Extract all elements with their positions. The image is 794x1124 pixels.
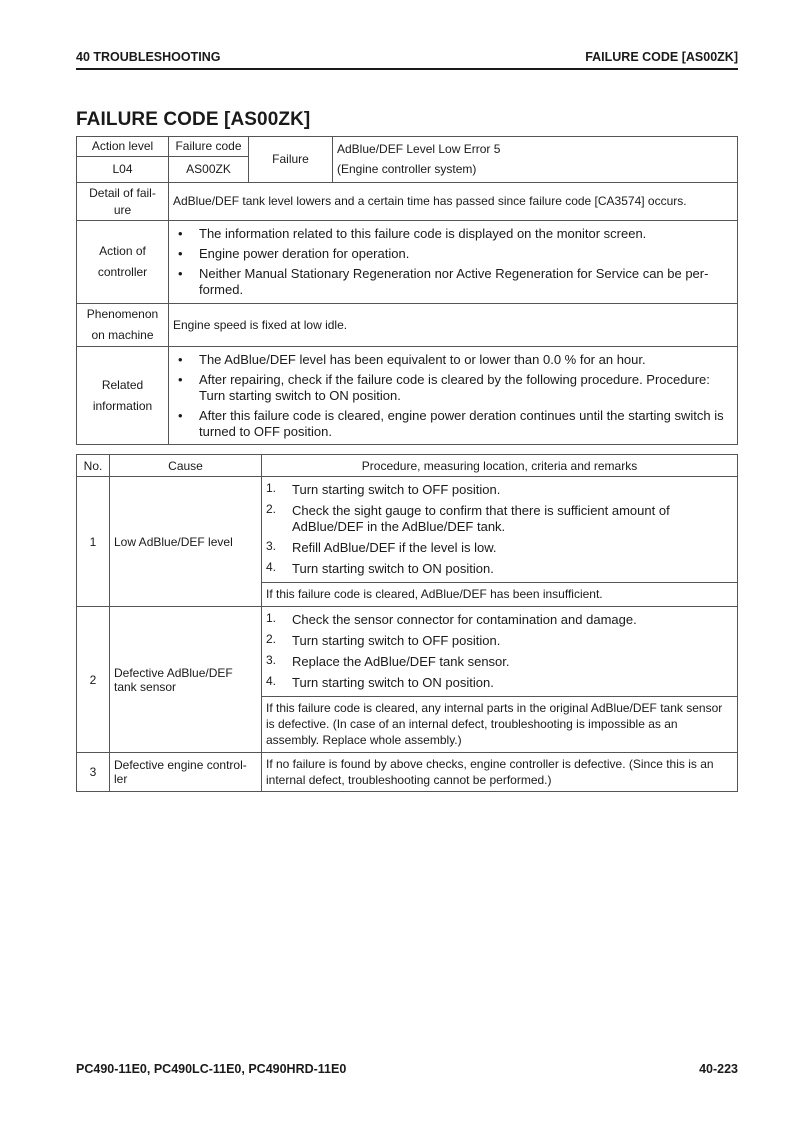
- row-cause: Defective AdBlue/DEF tank sensor: [110, 607, 262, 753]
- related-label: Related information: [77, 347, 169, 445]
- phenomenon-label: Phenomenon on machine: [77, 304, 169, 347]
- footer-models: PC490-11E0, PC490LC-11E0, PC490HRD-11E0: [76, 1062, 347, 1076]
- list-item: 3. Refill AdBlue/DEF if the level is low.: [266, 539, 497, 555]
- procedure-note: If this failure code is cleared, AdBlue/DEF has been insufficient.: [262, 582, 737, 606]
- failure-label: Failure: [249, 137, 333, 183]
- row-cause: Low AdBlue/DEF level: [110, 477, 262, 607]
- list-item: 1. Turn starting switch to OFF position.: [266, 481, 501, 497]
- table-row: [77, 753, 738, 792]
- failure-system: (Engine controller system): [337, 162, 477, 176]
- failure-description: [333, 137, 738, 183]
- list-item: 1. Check the sensor connector for contamination and damage.: [266, 611, 637, 627]
- failure-code-label: Failure code: [169, 137, 249, 157]
- failure-name: AdBlue/DEF Level Low Error 5: [337, 142, 501, 156]
- list-item: 4. Turn starting switch to ON position.: [266, 560, 494, 576]
- page-header: [76, 48, 738, 68]
- table-row: [77, 607, 738, 753]
- action-level-value: L04: [77, 157, 169, 183]
- header-procedure: Procedure, measuring location, criteria and remarks: [262, 455, 738, 477]
- row-cause: Defective engine control-ler: [110, 753, 262, 792]
- detail-value: AdBlue/DEF tank level lowers and a certain time has passed since failure code [CA3574] occurs.: [169, 183, 738, 221]
- row-no: 1: [77, 477, 110, 607]
- list-item: • After this failure code is cleared, engine power deration continues until the starting switch is turned to OFF position.: [178, 407, 724, 439]
- failure-info-table: [76, 136, 738, 445]
- row-no: 3: [77, 753, 110, 792]
- procedure-steps: [266, 612, 733, 691]
- header-cause: Cause: [110, 455, 262, 477]
- action-level-label: Action level: [77, 137, 169, 157]
- row-procedure: If no failure is found by above checks, engine controller is defective. (Since this is an internal defect, troubleshooting cannot be performed.): [262, 753, 738, 792]
- action-list-cell: [169, 221, 738, 304]
- row-procedure: [262, 477, 738, 607]
- row-no: 2: [77, 607, 110, 753]
- header-code-ref: FAILURE CODE [AS00ZK]: [585, 50, 738, 64]
- list-item: 2. Check the sight gauge to confirm that there is sufficient amount of AdBlue/DEF in the AdBlue/DEF tank.: [266, 502, 670, 534]
- failure-code-value: AS00ZK: [169, 157, 249, 183]
- list-item: • The information related to this failure code is displayed on the monitor screen.: [178, 226, 647, 241]
- list-item: • The AdBlue/DEF level has been equivalent to or lower than 0.0 % for an hour.: [178, 351, 646, 367]
- procedure-note: If this failure code is cleared, any internal parts in the original AdBlue/DEF tank sensor is defective. (In case of an internal defect, troubleshooting is impossible as an assembly. Replace whole assembly.): [262, 696, 737, 752]
- section-title: 40 TROUBLESHOOTING: [76, 50, 221, 64]
- list-item: 4. Turn starting switch to ON position.: [266, 674, 494, 690]
- related-list-cell: [169, 347, 738, 445]
- row-procedure: [262, 607, 738, 753]
- list-item: • After repairing, check if the failure code is cleared by the following procedure. Procedure: Turn starting switch to ON position.: [178, 371, 710, 403]
- page-title: FAILURE CODE [AS00ZK]: [76, 109, 311, 130]
- phenomenon-value: Engine speed is fixed at low idle.: [169, 304, 738, 347]
- list-item: 3. Replace the AdBlue/DEF tank sensor.: [266, 653, 510, 669]
- list-item: • Engine power deration for operation.: [178, 246, 410, 261]
- list-item: • Neither Manual Stationary Regeneration nor Active Regeneration for Service can be per-formed.: [178, 266, 709, 297]
- action-label: Action of controller: [77, 221, 169, 304]
- procedure-steps: [266, 482, 733, 577]
- header-divider: [76, 68, 738, 70]
- page-number: 40-223: [699, 1062, 738, 1076]
- related-list: [173, 352, 733, 440]
- detail-label: Detail of fail-ure: [77, 183, 169, 221]
- action-list: [173, 226, 733, 298]
- list-item: 2. Turn starting switch to OFF position.: [266, 632, 501, 648]
- header-no: No.: [77, 455, 110, 477]
- table-row: [77, 477, 738, 607]
- cause-table: [76, 454, 738, 792]
